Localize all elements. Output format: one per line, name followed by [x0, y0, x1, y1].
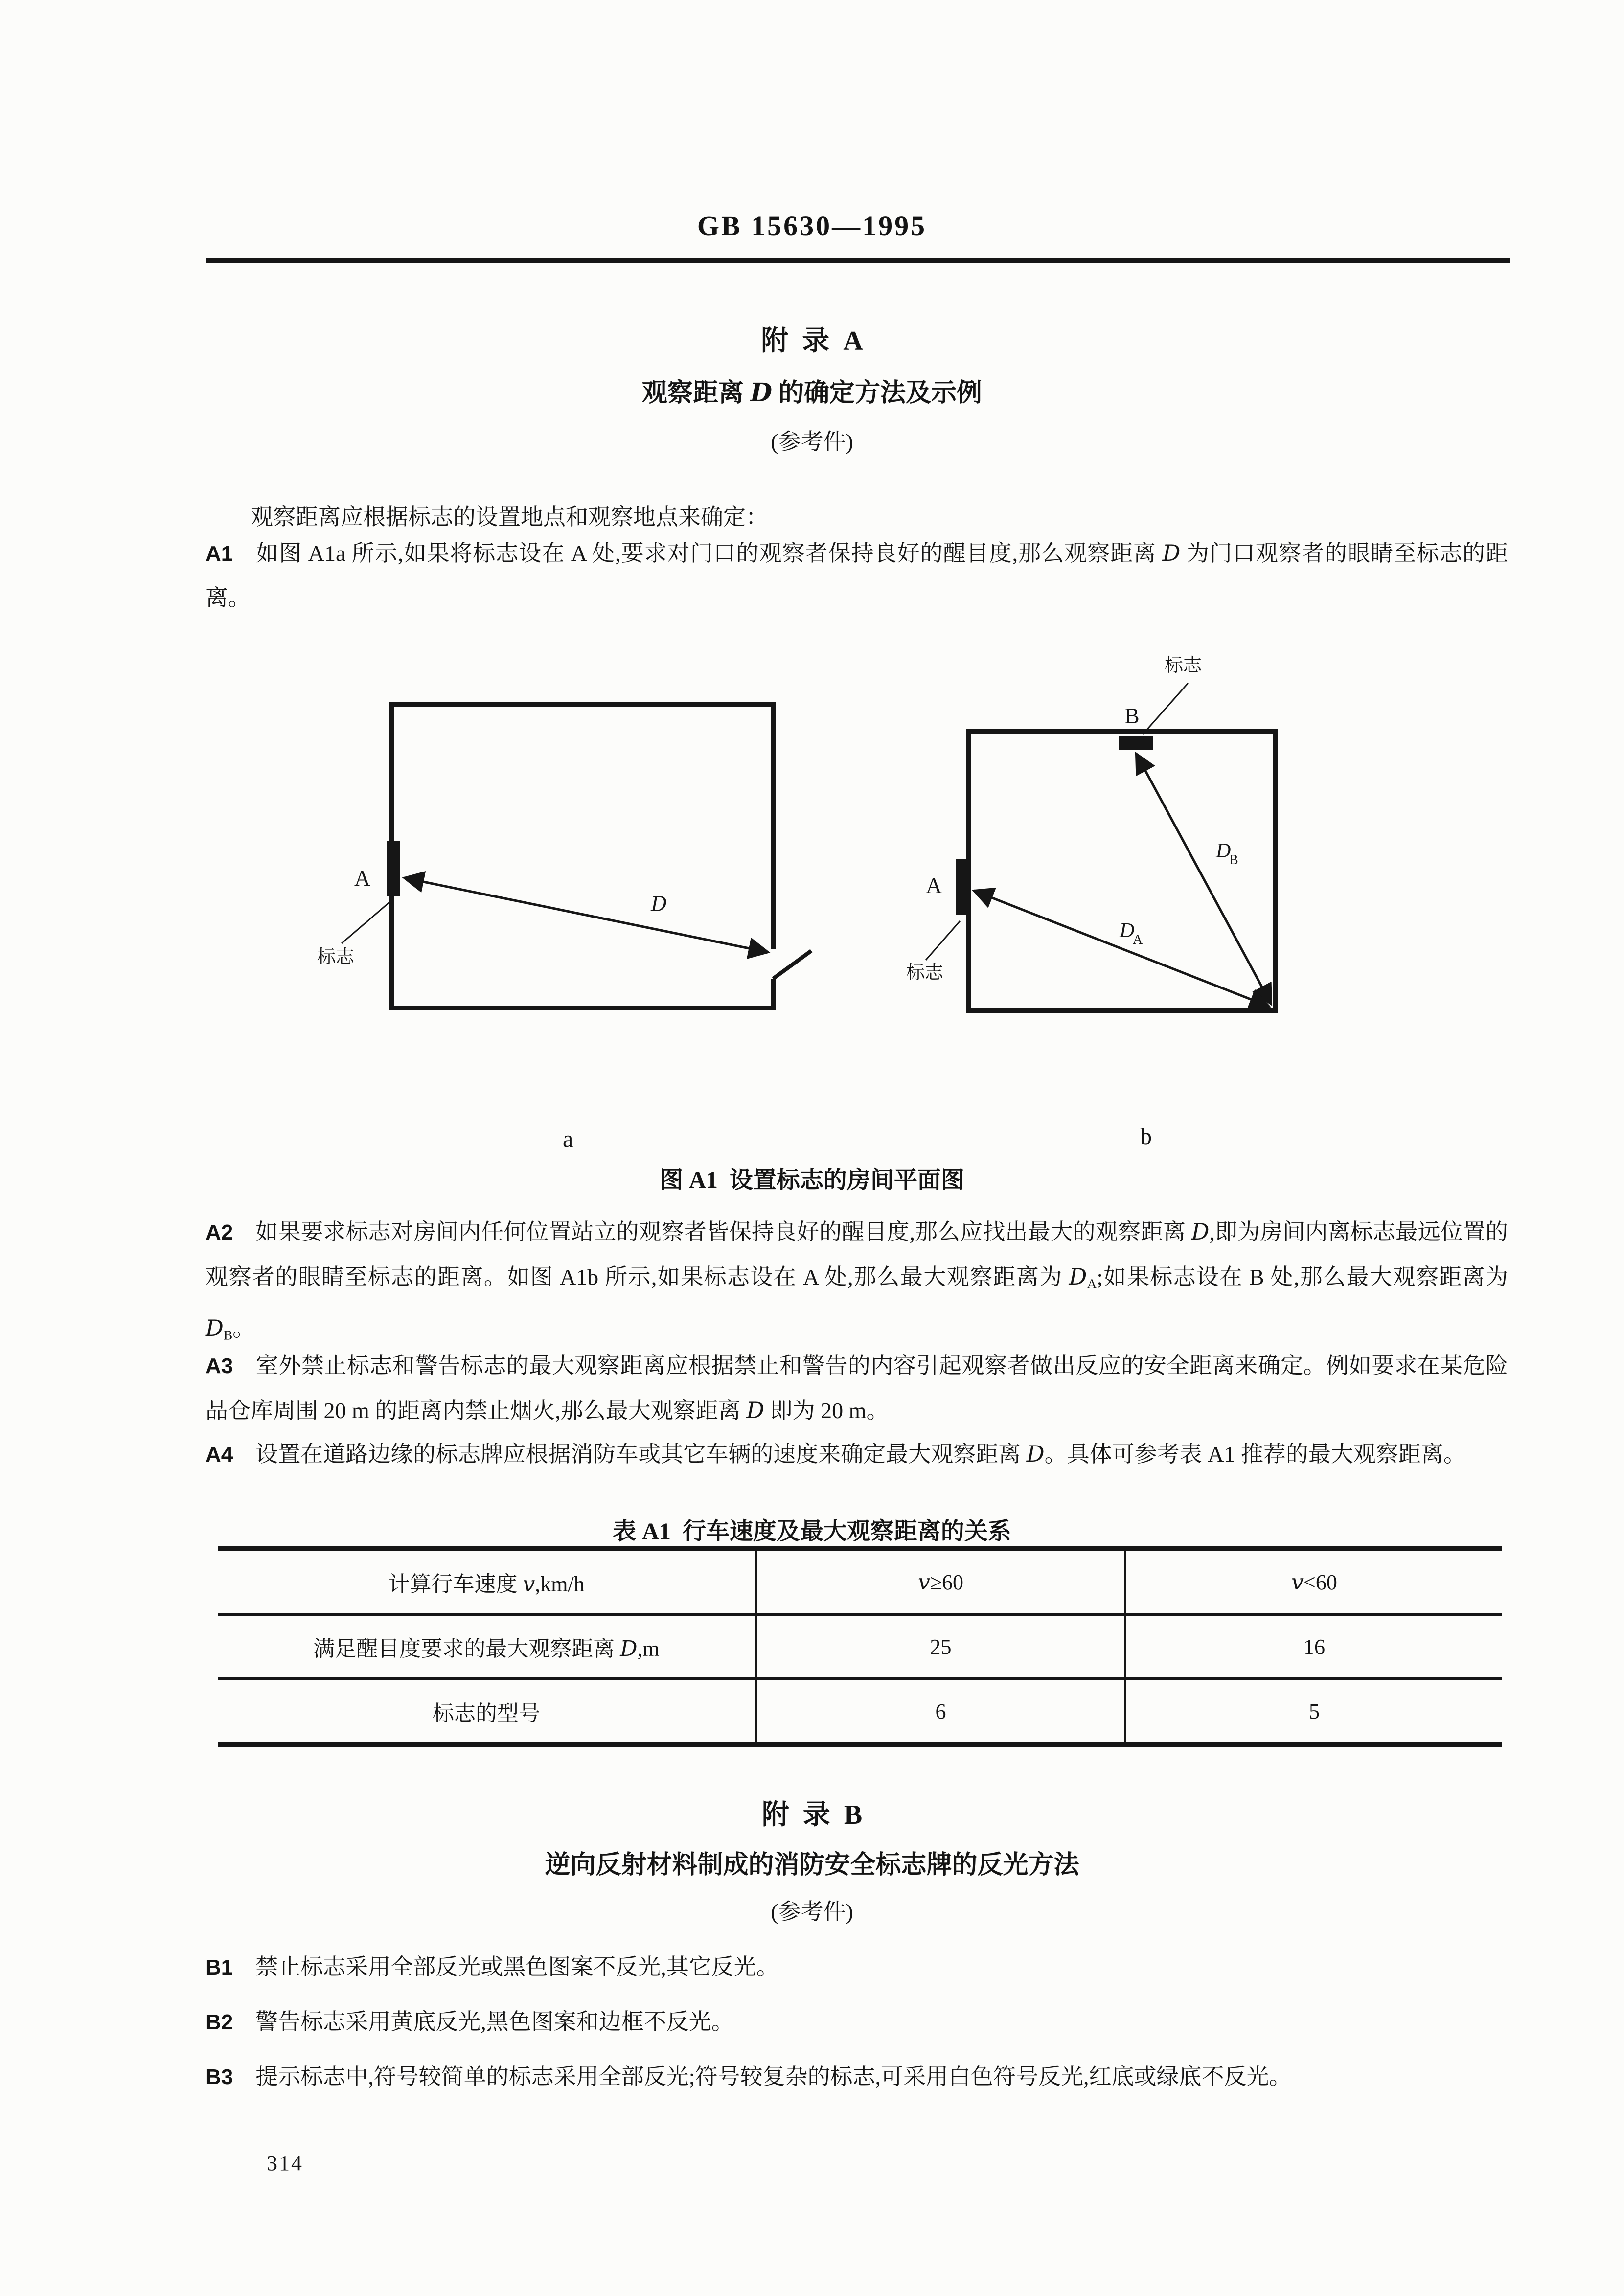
clause-a2-text4: 。 — [232, 1315, 255, 1341]
appendix-a-subtitle — [0, 372, 1624, 409]
clause-a3-number: A3 — [206, 1354, 233, 1378]
room-a-distance-arrow — [404, 878, 768, 952]
clause-a2-text1: 如果要求标志对房间内任何位置站立的观察者皆保持良好的醒目度,那么应找出最大的观察距离 — [255, 1219, 1191, 1244]
cell-model-header: 标志的型号 — [433, 1701, 540, 1725]
clause-b1 — [206, 1945, 1508, 1990]
clause-b1-text: 禁止标志采用全部反光或黑色图案不反光,其它反光。 — [255, 1954, 779, 1979]
page-number: 314 — [267, 2151, 303, 2175]
clause-a4 — [206, 1432, 1508, 1477]
figure-sublabel-a: a — [563, 1126, 573, 1152]
room-a-sign-marker — [387, 841, 400, 896]
room-a-leader-line — [342, 901, 390, 943]
subtitle-post: 的确定方法及示例 — [772, 379, 983, 407]
room-b-sign-label-left: 标志 — [906, 963, 944, 983]
subtitle-pre: 观察距离 — [641, 379, 750, 407]
cell-distance-pre: 满足醒目度要求的最大观察距离 — [313, 1637, 620, 1661]
clause-a2-number: A2 — [206, 1220, 233, 1244]
clause-a3-text2: 即为 20 m。 — [764, 1398, 889, 1423]
cell-speed-lt60 — [1125, 1549, 1502, 1614]
room-b-walls — [969, 732, 1276, 1010]
clause-a1-number: A1 — [206, 542, 233, 566]
clause-a2 — [206, 1210, 1508, 1357]
room-a-point-label: A — [354, 866, 371, 891]
clause-a1 — [206, 531, 1508, 620]
appendix-b-title: 附 录 B — [761, 1800, 863, 1830]
appendix-a-title: 附 录 A — [761, 326, 863, 356]
clause-b3-text: 提示标志中,符号较简单的标志采用全部反光;符号较复杂的标志,可采用白色符号反光,红底或绿底不反光。 — [255, 2064, 1292, 2089]
figure-a1a — [313, 685, 832, 1067]
clause-a1-text2: 为门口观察者的眼睛至标志的距离。 — [206, 541, 1508, 610]
cell-model-5: 5 — [1125, 1679, 1502, 1745]
room-a-distance-label: D — [651, 892, 667, 916]
clause-a4-text2: 。具体可参考表 A1 推荐的最大观察距离。 — [1044, 1442, 1466, 1467]
room-b-sign-b-marker — [1119, 736, 1153, 750]
cell-distance-16: 16 — [1125, 1614, 1502, 1679]
cell-distance-header — [218, 1614, 756, 1679]
clause-a2-sub-a: A — [1087, 1276, 1097, 1291]
cell-speed-header — [218, 1549, 756, 1614]
cell-model-6: 6 — [756, 1679, 1125, 1745]
cell-speed-var: v — [523, 1572, 535, 1597]
cell-ge60-var: v — [917, 1569, 930, 1595]
clause-a3 — [206, 1344, 1508, 1433]
room-b-da-label: D — [1120, 919, 1135, 942]
table-row-speed — [218, 1549, 1502, 1614]
cell-distance-25: 25 — [756, 1614, 1125, 1679]
figure-caption: 图 A1 设置标志的房间平面图 — [660, 1167, 964, 1193]
clause-a2-text2: ,即为房间内离标志最远位置的观察者的眼睛至标志的距离。如图 A1b 所示,如果标志设在 A 处,那么最大观察距离为 — [206, 1219, 1509, 1289]
clause-a3-var-d: D — [746, 1397, 765, 1424]
appendix-b-note: (参考件) — [771, 1899, 853, 1924]
room-a-sign-label: 标志 — [317, 947, 355, 967]
table-row-model — [218, 1679, 1502, 1745]
room-b-distance-arrow-b — [1136, 754, 1271, 1004]
room-b-da-sub: A — [1133, 932, 1143, 947]
room-b-sign-label-top: 标志 — [1165, 655, 1202, 676]
clause-a4-text1: 设置在道路边缘的标志牌应根据消防车或其它车辆的速度来确定最大观察距离 — [255, 1442, 1027, 1467]
room-b-point-a-label: A — [926, 873, 942, 898]
clause-a2-var-d2: D — [1069, 1263, 1087, 1290]
appendix-a-note: (参考件) — [771, 429, 853, 454]
cell-speed-pre: 计算行车速度 — [388, 1572, 523, 1596]
clause-b3-number: B3 — [206, 2065, 233, 2089]
clause-b1-number: B1 — [206, 1955, 233, 1979]
cell-ge60-val: ≥60 — [930, 1570, 963, 1594]
table-row-distance — [218, 1614, 1502, 1679]
clause-a4-number: A4 — [206, 1443, 233, 1467]
clause-a2-var-d3: D — [206, 1314, 224, 1341]
room-b-db-sub: B — [1229, 852, 1238, 868]
room-b-distance-arrow-a — [974, 891, 1269, 1007]
clause-a1-text: 如图 A1a 所示,如果将标志设在 A 处,要求对门口的观察者保持良好的醒目度,那么观察距离 — [255, 541, 1163, 566]
clause-a3-text1: 室外禁止标志和警告标志的最大观察距离应根据禁止和警告的内容引起观察者做出反应的安全距离来确定。例如要求在某危险品仓库周围 20 m 的距离内禁止烟火,那么最大观察距离 — [206, 1353, 1508, 1423]
cell-lt60-val: <60 — [1304, 1570, 1337, 1594]
clause-a1-var-d: D — [1162, 540, 1181, 566]
room-a-door-leaf — [773, 951, 811, 979]
table-a1 — [218, 1546, 1502, 1747]
clause-a2-text3: ;如果标志设在 B 处,那么最大观察距离为 — [1097, 1264, 1509, 1289]
intro-paragraph: 观察距离应根据标志的设置地点和观察地点来确定： — [251, 505, 768, 529]
room-a-walls — [391, 705, 773, 1008]
cell-distance-var: D — [620, 1636, 638, 1661]
clause-b2-text: 警告标志采用黄底反光,黑色图案和边框不反光。 — [255, 2009, 734, 2034]
room-b-db-label: D — [1216, 840, 1231, 862]
clause-b2 — [206, 2000, 1508, 2044]
subtitle-var-d: D — [750, 378, 773, 408]
clause-a4-var-d: D — [1026, 1441, 1045, 1467]
room-b-leader-top — [1143, 683, 1188, 734]
clause-a2-sub-b: B — [223, 1327, 233, 1343]
room-b-point-b-label: B — [1124, 703, 1140, 728]
standard-number-header: GB 15630—1995 — [697, 210, 927, 242]
room-b-leader-left — [926, 921, 960, 960]
clause-b2-number: B2 — [206, 2010, 233, 2034]
cell-lt60-var: v — [1291, 1569, 1304, 1595]
appendix-b-subtitle: 逆向反射材料制成的消防安全标志牌的反光方法 — [545, 1851, 1079, 1879]
cell-speed-post: ,km/h — [535, 1572, 585, 1596]
table-a1-title: 表 A1 行车速度及最大观察距离的关系 — [613, 1518, 1011, 1544]
figure-a1b — [905, 636, 1370, 1062]
header-rule — [206, 258, 1510, 263]
cell-speed-ge60 — [756, 1549, 1125, 1614]
clause-b3 — [206, 2055, 1508, 2099]
cell-distance-post: ,m — [637, 1637, 660, 1661]
clause-a2-var-d1: D — [1191, 1218, 1210, 1245]
figure-sublabel-b: b — [1140, 1124, 1152, 1149]
room-b-sign-a-marker — [956, 859, 968, 915]
